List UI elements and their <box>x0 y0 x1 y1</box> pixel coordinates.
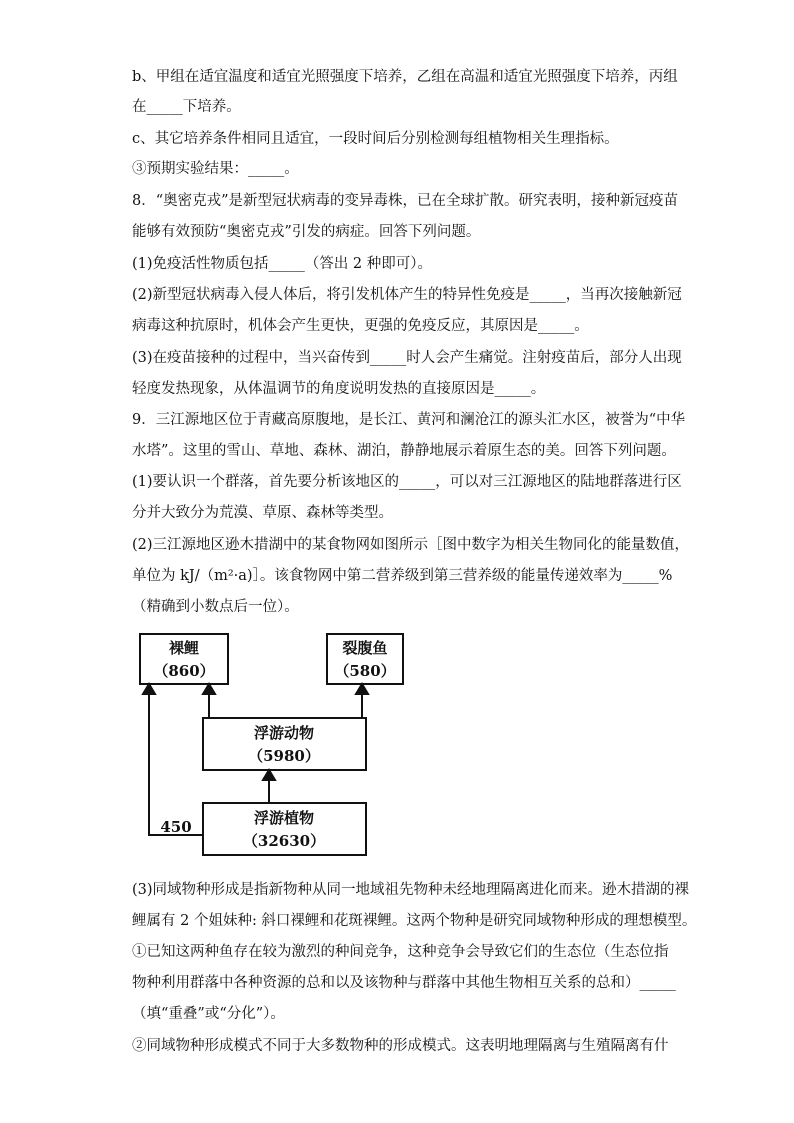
text-line: 分并大致分为荒漠、草原、森林等类型。 <box>132 505 393 521</box>
arrowhead <box>263 770 275 780</box>
text-line: ②同域物种形成模式不同于大多数物种的形成模式。这表明地理隔离与生殖隔离有什 <box>132 1038 669 1054</box>
node-liefuyu-value: （580） <box>334 662 396 680</box>
question-8-stem: 8．“奥密克戎”是新型冠状病毒的变异毒株，已在全球扩散。研究表明，接种新冠疫苗 <box>132 193 679 209</box>
node-zooplankton-value: （5980） <box>248 747 320 765</box>
arrowhead <box>356 684 368 694</box>
text-line: 物种利用群落中各种资源的总和以及该物种与群落中其他生物相互关系的总和）_____ <box>132 975 676 991</box>
edge-label-450: 450 <box>160 818 192 836</box>
text-line: 病毒这种抗原时，机体会产生更快，更强的免疫反应，其原因是_____。 <box>132 318 589 334</box>
question-8-part-3: (3)在疫苗接种的过程中，当兴奋传到_____时人会产生痛觉。注射疫苗后，部分人出现 <box>132 350 682 366</box>
node-phytoplankton-value: （32630） <box>242 832 326 850</box>
text-line: 能够有效预防“奥密克戎”引发的病症。回答下列问题。 <box>132 224 481 240</box>
question-8-part-2: (2)新型冠状病毒入侵人体后，将引发机体产生的特异性免疫是_____，当再次接触新冠 <box>132 287 682 303</box>
question-9-part-1: (1)要认识一个群落，首先要分析该地区的_____，可以对三江源地区的陆地群落进行区 <box>132 474 682 490</box>
text-line: ③预期实验结果：_____。 <box>132 161 299 177</box>
arrowhead <box>143 684 155 694</box>
text-line: 在_____下培养。 <box>132 99 241 115</box>
question-9-stem: 9．三江源地区位于青藏高原腹地，是长江、黄河和澜沧江的源头汇水区，被誉为“中华 <box>132 412 686 428</box>
question-9-part-3: (3)同域物种形成是指新物种从同一地域祖先物种未经地理隔离进化而来。逊木措湖的裸 <box>132 882 690 898</box>
arrow-phytoplankton-to-luoli <box>149 690 203 835</box>
node-luoli-name: 裸鲤 <box>168 639 200 657</box>
text-line: （精确到小数点后一位）。 <box>132 599 299 615</box>
text-line: 轻度发热现象，从体温调节的角度说明发热的直接原因是_____。 <box>132 381 546 397</box>
node-luoli-value: （860） <box>153 662 215 680</box>
text-line: 单位为 kJ/（m²·a)］。该食物网中第二营养级到第三营养级的能量传递效率为_____% <box>132 568 673 584</box>
node-zooplankton-name: 浮游动物 <box>253 724 315 742</box>
text-line: b、甲组在适宜温度和适宜光照强度下培养，乙组在高温和适宜光照强度下培养，丙组 <box>132 69 678 85</box>
arrowhead <box>203 684 215 694</box>
text-line: 鲤属有 2 个姐妹种: 斜口裸鲤和花斑裸鲤。这两个物种是研究同域物种形成的理想模型。 <box>132 913 697 929</box>
text-line: 水塔”。这里的雪山、草地、森林、湖泊，静静地展示着原生态的美。回答下列问题。 <box>132 443 676 459</box>
question-8-part-1: (1)免疫活性物质包括_____（答出 2 种即可）。 <box>132 256 432 272</box>
text-line: （填“重叠”或“分化”）。 <box>132 1006 285 1022</box>
text-line: c、其它培养条件相同且适宜，一段时间后分别检测每组植物相关生理指标。 <box>132 131 619 147</box>
node-liefuyu-name: 裂腹鱼 <box>342 639 388 657</box>
question-9-part-2: (2)三江源地区逊木措湖中的某食物网如图所示［图中数字为相关生物同化的能量数值， <box>132 537 690 553</box>
text-line: ①已知这两种鱼存在较为激烈的种间竞争，这种竞争会导致它们的生态位（生态位指 <box>132 944 669 960</box>
node-phytoplankton-name: 浮游植物 <box>253 809 315 827</box>
